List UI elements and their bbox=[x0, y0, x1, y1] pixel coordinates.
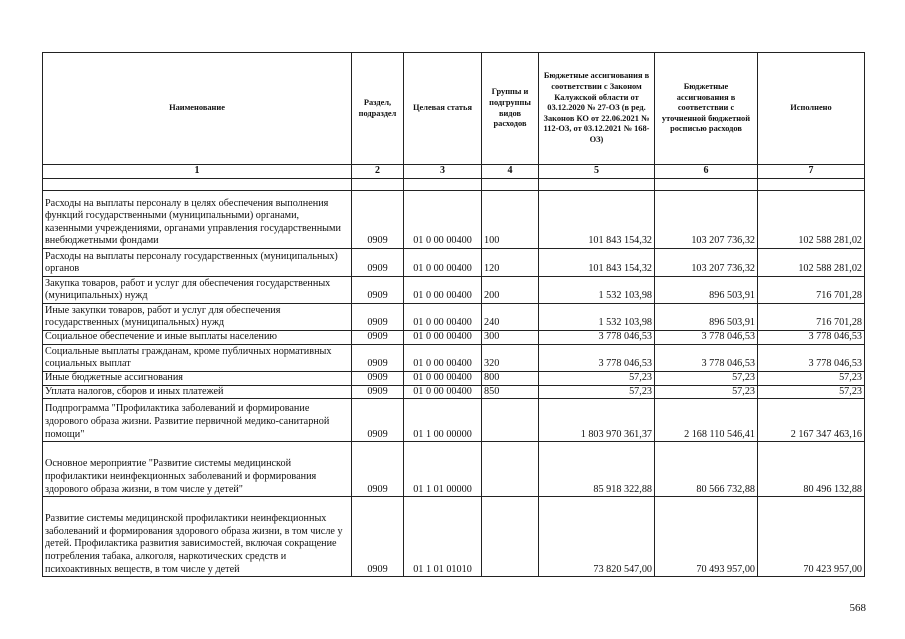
table-row bbox=[43, 191, 865, 249]
row-approved: 1 803 970 361,37 bbox=[539, 399, 655, 442]
row-approved: 101 843 154,32 bbox=[539, 249, 655, 277]
row-article: 01 0 00 00400 bbox=[404, 331, 482, 345]
row-name: Развитие системы медицинской профилактики неинфекционных заболеваний и формирования здорового образа жизни, в том числе у детей. Профилактика развития зависимостей, включая сокращение потребления табака, алкоголя, наркотических средств и психоактивных веществ, в том числе у детей bbox=[43, 497, 352, 577]
table-row bbox=[43, 372, 865, 386]
column-number: 3 bbox=[404, 165, 482, 179]
column-number: 2 bbox=[352, 165, 404, 179]
row-group: 300 bbox=[482, 331, 539, 345]
row-section: 0909 bbox=[352, 345, 404, 372]
table-row bbox=[43, 442, 865, 497]
row-group: 320 bbox=[482, 345, 539, 372]
header-row bbox=[43, 53, 865, 165]
row-section: 0909 bbox=[352, 249, 404, 277]
row-group bbox=[482, 399, 539, 442]
header-refined: Бюджетные ассигнования в соответствии с уточненной бюджетной росписью расходов bbox=[655, 53, 758, 165]
table-row bbox=[43, 277, 865, 304]
row-article: 01 0 00 00400 bbox=[404, 191, 482, 249]
header-article: Целевая статья bbox=[404, 53, 482, 165]
row-name: Расходы на выплаты персоналу государственных (муниципальных) органов bbox=[43, 249, 352, 277]
row-executed: 716 701,28 bbox=[758, 277, 865, 304]
row-group: 240 bbox=[482, 304, 539, 331]
row-section: 0909 bbox=[352, 385, 404, 399]
row-refined: 70 493 957,00 bbox=[655, 497, 758, 577]
row-refined: 896 503,91 bbox=[655, 304, 758, 331]
row-name: Уплата налогов, сборов и иных платежей bbox=[43, 385, 352, 399]
row-refined: 103 207 736,32 bbox=[655, 249, 758, 277]
row-approved: 1 532 103,98 bbox=[539, 277, 655, 304]
header-executed: Исполнено bbox=[758, 53, 865, 165]
row-group: 100 bbox=[482, 191, 539, 249]
header-name: Наименование bbox=[43, 53, 352, 165]
row-refined: 3 778 046,53 bbox=[655, 331, 758, 345]
row-article: 01 0 00 00400 bbox=[404, 372, 482, 386]
row-name: Иные бюджетные ассигнования bbox=[43, 372, 352, 386]
header-approved: Бюджетные ассигнования в соответствии с Законом Калужской области от 03.12.2020 № 27-ОЗ (в ред. Законов КО от 22.06.2021 № 112-ОЗ, от 03.12.2021 № 168-ОЗ) bbox=[539, 53, 655, 165]
row-refined: 57,23 bbox=[655, 372, 758, 386]
row-executed: 2 167 347 463,16 bbox=[758, 399, 865, 442]
row-name: Подпрограмма "Профилактика заболеваний и формирование здорового образа жизни. Развитие первичной медико-санитарной помощи" bbox=[43, 399, 352, 442]
row-approved: 3 778 046,53 bbox=[539, 345, 655, 372]
header-section: Раздел, подраздел bbox=[352, 53, 404, 165]
column-number: 1 bbox=[43, 165, 352, 179]
row-executed: 102 588 281,02 bbox=[758, 191, 865, 249]
row-group: 800 bbox=[482, 372, 539, 386]
row-article: 01 1 00 00000 bbox=[404, 399, 482, 442]
row-article: 01 0 00 00400 bbox=[404, 249, 482, 277]
row-approved: 1 532 103,98 bbox=[539, 304, 655, 331]
column-number: 7 bbox=[758, 165, 865, 179]
row-approved: 101 843 154,32 bbox=[539, 191, 655, 249]
row-name: Социальное обеспечение и иные выплаты населению bbox=[43, 331, 352, 345]
row-executed: 3 778 046,53 bbox=[758, 345, 865, 372]
row-group bbox=[482, 442, 539, 497]
table-row bbox=[43, 399, 865, 442]
row-section: 0909 bbox=[352, 497, 404, 577]
row-article: 01 0 00 00400 bbox=[404, 385, 482, 399]
column-number: 6 bbox=[655, 165, 758, 179]
row-approved: 73 820 547,00 bbox=[539, 497, 655, 577]
row-refined: 2 168 110 546,41 bbox=[655, 399, 758, 442]
column-number: 5 bbox=[539, 165, 655, 179]
table-row bbox=[43, 331, 865, 345]
column-number: 4 bbox=[482, 165, 539, 179]
table-row bbox=[43, 497, 865, 577]
row-group: 200 bbox=[482, 277, 539, 304]
spacer-row bbox=[43, 179, 865, 191]
row-article: 01 1 01 00000 bbox=[404, 442, 482, 497]
table-row bbox=[43, 385, 865, 399]
row-article: 01 0 00 00400 bbox=[404, 345, 482, 372]
row-approved: 57,23 bbox=[539, 385, 655, 399]
row-executed: 716 701,28 bbox=[758, 304, 865, 331]
row-section: 0909 bbox=[352, 191, 404, 249]
row-article: 01 0 00 00400 bbox=[404, 277, 482, 304]
row-name: Социальные выплаты гражданам, кроме публичных нормативных социальных выплат bbox=[43, 345, 352, 372]
row-name: Расходы на выплаты персоналу в целях обеспечения выполнения функций государственными (муниципальными) органами, казенными учреждениями, органами управления государственными внебюджетными фондами bbox=[43, 191, 352, 249]
row-article: 01 1 01 01010 bbox=[404, 497, 482, 577]
page-number: 568 bbox=[849, 602, 866, 614]
row-executed: 70 423 957,00 bbox=[758, 497, 865, 577]
row-section: 0909 bbox=[352, 399, 404, 442]
row-refined: 103 207 736,32 bbox=[655, 191, 758, 249]
row-refined: 896 503,91 bbox=[655, 277, 758, 304]
row-group: 850 bbox=[482, 385, 539, 399]
column-number-row bbox=[43, 165, 865, 179]
row-approved: 3 778 046,53 bbox=[539, 331, 655, 345]
row-section: 0909 bbox=[352, 304, 404, 331]
row-name: Закупка товаров, работ и услуг для обеспечения государственных (муниципальных) нужд bbox=[43, 277, 352, 304]
table-row bbox=[43, 249, 865, 277]
header-groups: Группы и подгруппы видов расходов bbox=[482, 53, 539, 165]
row-approved: 57,23 bbox=[539, 372, 655, 386]
row-section: 0909 bbox=[352, 277, 404, 304]
row-executed: 57,23 bbox=[758, 385, 865, 399]
table-row bbox=[43, 304, 865, 331]
row-executed: 57,23 bbox=[758, 372, 865, 386]
row-executed: 80 496 132,88 bbox=[758, 442, 865, 497]
row-group: 120 bbox=[482, 249, 539, 277]
row-section: 0909 bbox=[352, 372, 404, 386]
row-refined: 80 566 732,88 bbox=[655, 442, 758, 497]
row-article: 01 0 00 00400 bbox=[404, 304, 482, 331]
row-executed: 102 588 281,02 bbox=[758, 249, 865, 277]
row-executed: 3 778 046,53 bbox=[758, 331, 865, 345]
table-row bbox=[43, 345, 865, 372]
row-name: Иные закупки товаров, работ и услуг для обеспечения государственных (муниципальных) нужд bbox=[43, 304, 352, 331]
budget-table bbox=[42, 52, 865, 577]
row-approved: 85 918 322,88 bbox=[539, 442, 655, 497]
row-name: Основное мероприятие "Развитие системы медицинской профилактики неинфекционных заболеваний и формирования здорового образа жизни, в том числе у детей" bbox=[43, 442, 352, 497]
row-section: 0909 bbox=[352, 442, 404, 497]
row-refined: 57,23 bbox=[655, 385, 758, 399]
row-group bbox=[482, 497, 539, 577]
row-refined: 3 778 046,53 bbox=[655, 345, 758, 372]
row-section: 0909 bbox=[352, 331, 404, 345]
